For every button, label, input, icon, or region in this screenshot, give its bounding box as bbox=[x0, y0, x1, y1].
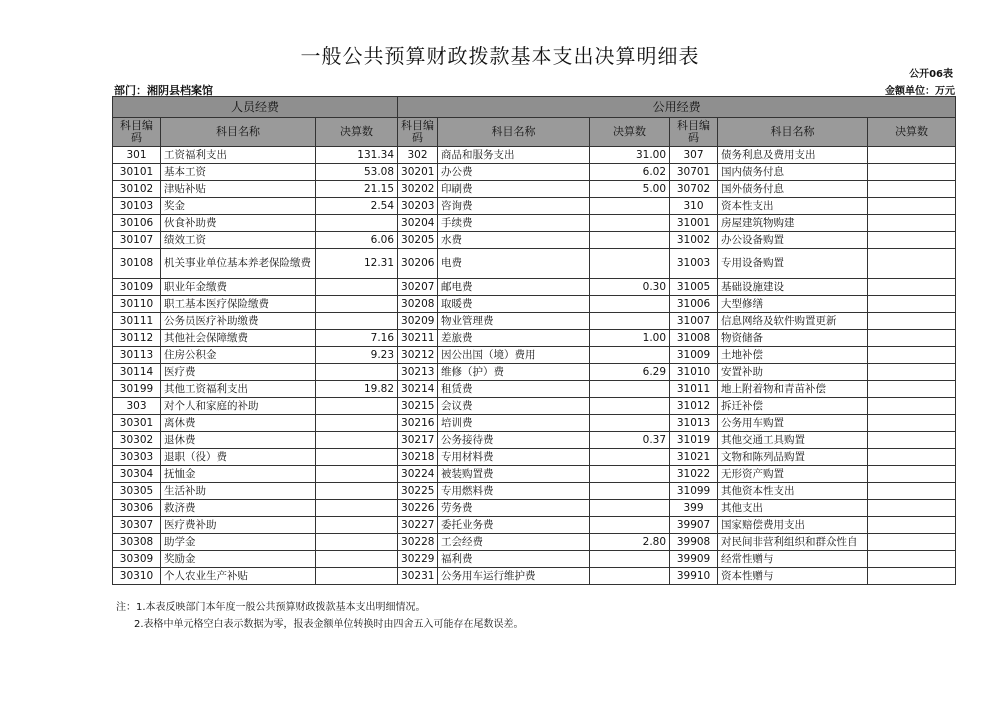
table-row bbox=[113, 500, 956, 517]
cell-code: 30211 bbox=[398, 330, 438, 347]
cell-name: 伙食补助费 bbox=[161, 215, 316, 232]
cell-amount: 2.80 bbox=[590, 534, 670, 551]
cell-amount: 6.29 bbox=[590, 364, 670, 381]
cell-amount bbox=[590, 449, 670, 466]
cell-amount bbox=[868, 398, 956, 415]
group-header-row bbox=[113, 97, 956, 118]
form-number: 公开06表 bbox=[909, 69, 953, 80]
cell-code: 30218 bbox=[398, 449, 438, 466]
cell-name: 办公费 bbox=[438, 164, 590, 181]
cell-name: 个人农业生产补贴 bbox=[161, 568, 316, 585]
cell-code: 31008 bbox=[670, 330, 718, 347]
cell-amount bbox=[590, 249, 670, 279]
cell-amount bbox=[316, 296, 398, 313]
cell-amount bbox=[590, 398, 670, 415]
cell-name: 退休费 bbox=[161, 432, 316, 449]
cell-amount bbox=[590, 347, 670, 364]
cell-name: 住房公积金 bbox=[161, 347, 316, 364]
cell-code: 31021 bbox=[670, 449, 718, 466]
cell-name: 助学金 bbox=[161, 534, 316, 551]
cell-code: 30702 bbox=[670, 181, 718, 198]
header-amount: 决算数 bbox=[316, 118, 398, 147]
cell-name: 机关事业单位基本养老保险缴费 bbox=[161, 249, 316, 279]
cell-code: 30108 bbox=[113, 249, 161, 279]
cell-name: 国家赔偿费用支出 bbox=[718, 517, 868, 534]
table-row bbox=[113, 232, 956, 249]
footnote-2: 2.表格中单元格空白表示数据为零，报表金额单位转换时由四舍五入可能存在尾数误差。 bbox=[134, 619, 524, 630]
table-row bbox=[113, 181, 956, 198]
cell-amount bbox=[316, 517, 398, 534]
cell-name: 专用材料费 bbox=[438, 449, 590, 466]
cell-amount bbox=[590, 215, 670, 232]
cell-code: 30225 bbox=[398, 483, 438, 500]
cell-code: 30106 bbox=[113, 215, 161, 232]
cell-code: 30228 bbox=[398, 534, 438, 551]
cell-name: 物资储备 bbox=[718, 330, 868, 347]
cell-amount bbox=[590, 313, 670, 330]
cell-name: 其他支出 bbox=[718, 500, 868, 517]
cell-code: 301 bbox=[113, 147, 161, 164]
cell-amount bbox=[868, 534, 956, 551]
cell-code: 30209 bbox=[398, 313, 438, 330]
cell-amount bbox=[316, 398, 398, 415]
cell-name: 印刷费 bbox=[438, 181, 590, 198]
cell-amount bbox=[590, 517, 670, 534]
expense-detail-table bbox=[112, 96, 956, 585]
cell-amount bbox=[316, 483, 398, 500]
cell-name: 对个人和家庭的补助 bbox=[161, 398, 316, 415]
cell-name: 医疗费补助 bbox=[161, 517, 316, 534]
table-row bbox=[113, 364, 956, 381]
cell-code: 30114 bbox=[113, 364, 161, 381]
cell-name: 取暖费 bbox=[438, 296, 590, 313]
cell-code: 30303 bbox=[113, 449, 161, 466]
cell-code: 31007 bbox=[670, 313, 718, 330]
cell-code: 30201 bbox=[398, 164, 438, 181]
cell-amount bbox=[868, 215, 956, 232]
cell-amount bbox=[868, 198, 956, 215]
cell-name: 公务员医疗补助缴费 bbox=[161, 313, 316, 330]
cell-amount: 31.00 bbox=[590, 147, 670, 164]
cell-code: 30217 bbox=[398, 432, 438, 449]
header-amount: 决算数 bbox=[590, 118, 670, 147]
cell-code: 30208 bbox=[398, 296, 438, 313]
header-name: 科目名称 bbox=[718, 118, 868, 147]
cell-code: 30701 bbox=[670, 164, 718, 181]
cell-code: 31099 bbox=[670, 483, 718, 500]
cell-name: 职工基本医疗保险缴费 bbox=[161, 296, 316, 313]
cell-name: 办公设备购置 bbox=[718, 232, 868, 249]
cell-name: 工资福利支出 bbox=[161, 147, 316, 164]
page-title: 一般公共预算财政拨款基本支出决算明细表 bbox=[300, 44, 700, 68]
header-amount: 决算数 bbox=[868, 118, 956, 147]
cell-name: 培训费 bbox=[438, 415, 590, 432]
cell-name: 基础设施建设 bbox=[718, 279, 868, 296]
cell-name: 医疗费 bbox=[161, 364, 316, 381]
cell-code: 30227 bbox=[398, 517, 438, 534]
cell-amount bbox=[868, 483, 956, 500]
cell-code: 31013 bbox=[670, 415, 718, 432]
cell-code: 30310 bbox=[113, 568, 161, 585]
cell-amount bbox=[316, 568, 398, 585]
cell-name: 对民间非营利组织和群众性自 bbox=[718, 534, 868, 551]
cell-name: 水费 bbox=[438, 232, 590, 249]
cell-name: 奖励金 bbox=[161, 551, 316, 568]
cell-code: 30215 bbox=[398, 398, 438, 415]
cell-amount bbox=[868, 551, 956, 568]
header-code: 科目编码 bbox=[398, 118, 438, 147]
cell-code: 30212 bbox=[398, 347, 438, 364]
cell-amount bbox=[590, 198, 670, 215]
cell-amount: 0.37 bbox=[590, 432, 670, 449]
cell-code: 30205 bbox=[398, 232, 438, 249]
cell-name: 其他交通工具购置 bbox=[718, 432, 868, 449]
cell-amount bbox=[590, 381, 670, 398]
cell-amount bbox=[316, 432, 398, 449]
cell-amount: 5.00 bbox=[590, 181, 670, 198]
header-code: 科目编码 bbox=[670, 118, 718, 147]
cell-code: 307 bbox=[670, 147, 718, 164]
cell-code: 30213 bbox=[398, 364, 438, 381]
cell-amount: 12.31 bbox=[316, 249, 398, 279]
cell-name: 电费 bbox=[438, 249, 590, 279]
table-row bbox=[113, 330, 956, 347]
table-row bbox=[113, 147, 956, 164]
cell-name: 被装购置费 bbox=[438, 466, 590, 483]
cell-code: 30203 bbox=[398, 198, 438, 215]
cell-code: 31019 bbox=[670, 432, 718, 449]
cell-code: 30111 bbox=[113, 313, 161, 330]
cell-amount bbox=[868, 232, 956, 249]
cell-amount bbox=[316, 279, 398, 296]
header-name: 科目名称 bbox=[161, 118, 316, 147]
table-row bbox=[113, 381, 956, 398]
cell-name: 租赁费 bbox=[438, 381, 590, 398]
table-row bbox=[113, 313, 956, 330]
cell-code: 31022 bbox=[670, 466, 718, 483]
cell-name: 其他社会保障缴费 bbox=[161, 330, 316, 347]
cell-code: 30216 bbox=[398, 415, 438, 432]
cell-amount bbox=[868, 449, 956, 466]
cell-amount bbox=[316, 500, 398, 517]
cell-name: 地上附着物和青苗补偿 bbox=[718, 381, 868, 398]
cell-code: 39908 bbox=[670, 534, 718, 551]
table-row bbox=[113, 198, 956, 215]
cell-amount bbox=[316, 466, 398, 483]
cell-name: 安置补助 bbox=[718, 364, 868, 381]
cell-code: 30304 bbox=[113, 466, 161, 483]
cell-code: 30202 bbox=[398, 181, 438, 198]
cell-code: 303 bbox=[113, 398, 161, 415]
cell-name: 信息网络及软件购置更新 bbox=[718, 313, 868, 330]
cell-amount bbox=[868, 330, 956, 347]
cell-name: 房屋建筑物购建 bbox=[718, 215, 868, 232]
cell-name: 其他工资福利支出 bbox=[161, 381, 316, 398]
cell-code: 30103 bbox=[113, 198, 161, 215]
cell-name: 公务接待费 bbox=[438, 432, 590, 449]
cell-code: 30226 bbox=[398, 500, 438, 517]
cell-amount bbox=[868, 296, 956, 313]
cell-name: 职业年金缴费 bbox=[161, 279, 316, 296]
table-row bbox=[113, 398, 956, 415]
cell-amount: 53.08 bbox=[316, 164, 398, 181]
cell-amount bbox=[868, 347, 956, 364]
cell-name: 工会经费 bbox=[438, 534, 590, 551]
cell-code: 30204 bbox=[398, 215, 438, 232]
cell-code: 30307 bbox=[113, 517, 161, 534]
footnotes bbox=[116, 599, 524, 633]
cell-amount bbox=[868, 279, 956, 296]
cell-name: 无形资产购置 bbox=[718, 466, 868, 483]
cell-amount: 19.82 bbox=[316, 381, 398, 398]
cell-name: 会议费 bbox=[438, 398, 590, 415]
cell-name: 手续费 bbox=[438, 215, 590, 232]
cell-code: 302 bbox=[398, 147, 438, 164]
cell-amount bbox=[316, 215, 398, 232]
cell-amount bbox=[868, 364, 956, 381]
cell-amount bbox=[590, 551, 670, 568]
cell-code: 30308 bbox=[113, 534, 161, 551]
cell-code: 30113 bbox=[113, 347, 161, 364]
table-row bbox=[113, 164, 956, 181]
cell-amount bbox=[868, 181, 956, 198]
cell-code: 30107 bbox=[113, 232, 161, 249]
header-name: 科目名称 bbox=[438, 118, 590, 147]
cell-name: 劳务费 bbox=[438, 500, 590, 517]
footnote-1: 注：1.本表反映部门本年度一般公共预算财政拨款基本支出明细情况。 bbox=[116, 602, 426, 613]
cell-name: 土地补偿 bbox=[718, 347, 868, 364]
cell-name: 公务用车运行维护费 bbox=[438, 568, 590, 585]
cell-code: 30229 bbox=[398, 551, 438, 568]
cell-name: 抚恤金 bbox=[161, 466, 316, 483]
cell-name: 福利费 bbox=[438, 551, 590, 568]
cell-code: 31009 bbox=[670, 347, 718, 364]
cell-name: 商品和服务支出 bbox=[438, 147, 590, 164]
cell-amount bbox=[868, 568, 956, 585]
cell-name: 咨询费 bbox=[438, 198, 590, 215]
cell-code: 31003 bbox=[670, 249, 718, 279]
cell-amount bbox=[868, 313, 956, 330]
cell-name: 资本性支出 bbox=[718, 198, 868, 215]
cell-code: 30231 bbox=[398, 568, 438, 585]
cell-amount bbox=[590, 232, 670, 249]
cell-code: 30302 bbox=[113, 432, 161, 449]
cell-name: 专用燃料费 bbox=[438, 483, 590, 500]
cell-code: 30206 bbox=[398, 249, 438, 279]
cell-code: 30301 bbox=[113, 415, 161, 432]
cell-code: 39909 bbox=[670, 551, 718, 568]
table-row bbox=[113, 551, 956, 568]
cell-code: 31001 bbox=[670, 215, 718, 232]
cell-code: 30207 bbox=[398, 279, 438, 296]
table-row bbox=[113, 466, 956, 483]
cell-name: 拆迁补偿 bbox=[718, 398, 868, 415]
cell-name: 债务利息及费用支出 bbox=[718, 147, 868, 164]
cell-amount bbox=[868, 147, 956, 164]
cell-amount bbox=[316, 415, 398, 432]
cell-code: 310 bbox=[670, 198, 718, 215]
cell-amount: 7.16 bbox=[316, 330, 398, 347]
table-row bbox=[113, 432, 956, 449]
cell-name: 奖金 bbox=[161, 198, 316, 215]
cell-amount bbox=[316, 534, 398, 551]
cell-name: 维修（护）费 bbox=[438, 364, 590, 381]
cell-name: 绩效工资 bbox=[161, 232, 316, 249]
cell-name: 因公出国（境）费用 bbox=[438, 347, 590, 364]
cell-name: 离休费 bbox=[161, 415, 316, 432]
cell-amount bbox=[590, 296, 670, 313]
cell-name: 文物和陈列品购置 bbox=[718, 449, 868, 466]
cell-amount bbox=[590, 500, 670, 517]
table-row bbox=[113, 517, 956, 534]
cell-code: 30109 bbox=[113, 279, 161, 296]
cell-code: 30112 bbox=[113, 330, 161, 347]
cell-amount bbox=[868, 381, 956, 398]
cell-name: 救济费 bbox=[161, 500, 316, 517]
cell-code: 31002 bbox=[670, 232, 718, 249]
cell-amount bbox=[868, 415, 956, 432]
cell-code: 31005 bbox=[670, 279, 718, 296]
cell-amount bbox=[590, 483, 670, 500]
cell-name: 国内债务付息 bbox=[718, 164, 868, 181]
cell-code: 39907 bbox=[670, 517, 718, 534]
cell-code: 30305 bbox=[113, 483, 161, 500]
table-row bbox=[113, 249, 956, 279]
cell-name: 差旅费 bbox=[438, 330, 590, 347]
cell-name: 公务用车购置 bbox=[718, 415, 868, 432]
cell-code: 30199 bbox=[113, 381, 161, 398]
cell-code: 31011 bbox=[670, 381, 718, 398]
cell-name: 大型修缮 bbox=[718, 296, 868, 313]
table-row bbox=[113, 449, 956, 466]
cell-code: 30214 bbox=[398, 381, 438, 398]
cell-code: 30309 bbox=[113, 551, 161, 568]
cell-name: 其他资本性支出 bbox=[718, 483, 868, 500]
cell-amount bbox=[590, 466, 670, 483]
group-public: 公用经费 bbox=[398, 97, 956, 118]
cell-name: 委托业务费 bbox=[438, 517, 590, 534]
cell-name: 资本性赠与 bbox=[718, 568, 868, 585]
cell-amount: 131.34 bbox=[316, 147, 398, 164]
cell-amount bbox=[868, 500, 956, 517]
cell-amount bbox=[590, 415, 670, 432]
cell-name: 物业管理费 bbox=[438, 313, 590, 330]
cell-code: 31012 bbox=[670, 398, 718, 415]
cell-code: 30102 bbox=[113, 181, 161, 198]
cell-amount bbox=[316, 313, 398, 330]
department-label: 部门：湘阴县档案馆 bbox=[114, 84, 213, 97]
cell-amount: 1.00 bbox=[590, 330, 670, 347]
cell-name: 津贴补贴 bbox=[161, 181, 316, 198]
header-code: 科目编码 bbox=[113, 118, 161, 147]
cell-name: 经常性赠与 bbox=[718, 551, 868, 568]
cell-code: 39910 bbox=[670, 568, 718, 585]
cell-amount: 9.23 bbox=[316, 347, 398, 364]
cell-amount bbox=[868, 164, 956, 181]
table-row bbox=[113, 415, 956, 432]
group-personnel: 人员经费 bbox=[113, 97, 398, 118]
cell-amount bbox=[590, 568, 670, 585]
cell-name: 国外债务付息 bbox=[718, 181, 868, 198]
cell-amount bbox=[316, 364, 398, 381]
cell-name: 基本工资 bbox=[161, 164, 316, 181]
table-row bbox=[113, 483, 956, 500]
cell-name: 邮电费 bbox=[438, 279, 590, 296]
table-row bbox=[113, 568, 956, 585]
cell-name: 生活补助 bbox=[161, 483, 316, 500]
cell-amount bbox=[316, 449, 398, 466]
cell-amount: 0.30 bbox=[590, 279, 670, 296]
table-row bbox=[113, 279, 956, 296]
cell-amount bbox=[868, 432, 956, 449]
cell-amount bbox=[316, 551, 398, 568]
table-row bbox=[113, 347, 956, 364]
cell-amount: 2.54 bbox=[316, 198, 398, 215]
column-header-row bbox=[113, 118, 956, 147]
unit-label: 金额单位：万元 bbox=[885, 86, 955, 97]
cell-code: 31006 bbox=[670, 296, 718, 313]
cell-name: 退职（役）费 bbox=[161, 449, 316, 466]
cell-amount: 6.02 bbox=[590, 164, 670, 181]
cell-amount bbox=[868, 249, 956, 279]
cell-amount bbox=[868, 466, 956, 483]
cell-amount: 21.15 bbox=[316, 181, 398, 198]
cell-code: 399 bbox=[670, 500, 718, 517]
table-row bbox=[113, 534, 956, 551]
cell-code: 30306 bbox=[113, 500, 161, 517]
table-row bbox=[113, 296, 956, 313]
cell-code: 30110 bbox=[113, 296, 161, 313]
cell-code: 31010 bbox=[670, 364, 718, 381]
cell-amount bbox=[868, 517, 956, 534]
cell-name: 专用设备购置 bbox=[718, 249, 868, 279]
cell-code: 30101 bbox=[113, 164, 161, 181]
cell-code: 30224 bbox=[398, 466, 438, 483]
table-row bbox=[113, 215, 956, 232]
cell-amount: 6.06 bbox=[316, 232, 398, 249]
